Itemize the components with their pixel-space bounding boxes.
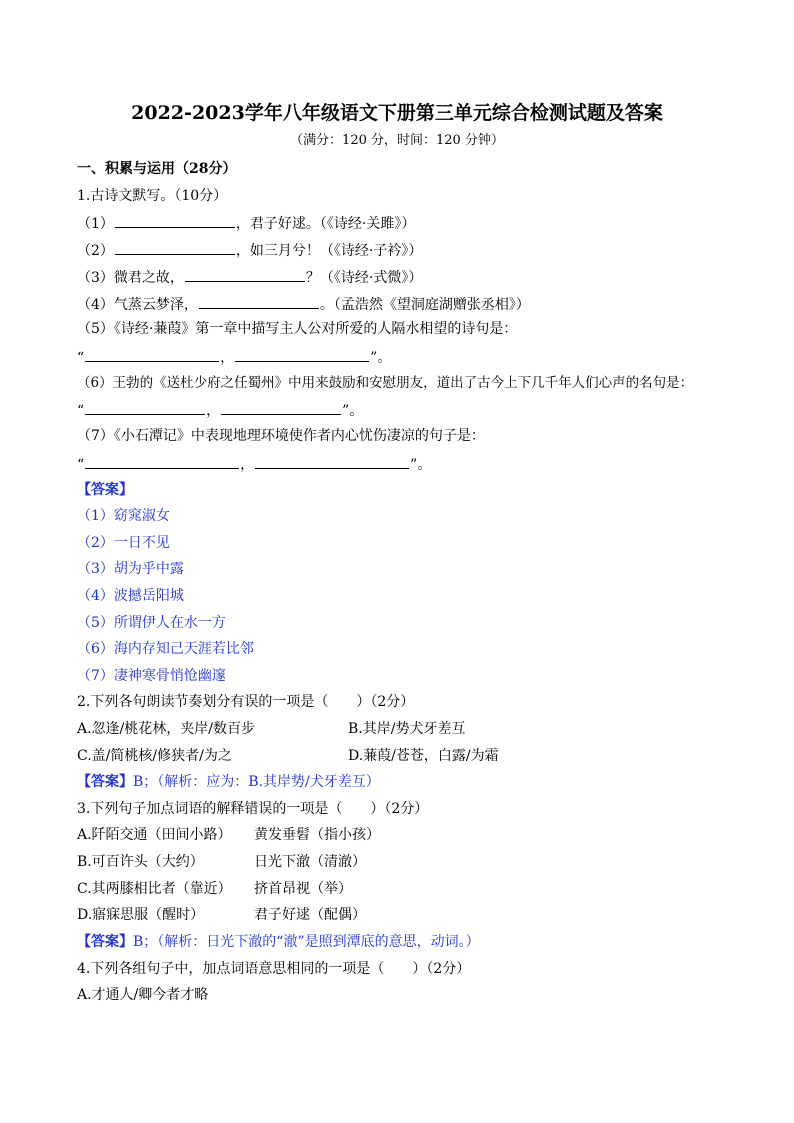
q3-row-a-right: 黄发垂髫（指小孩） [254,827,380,843]
q1-answer-4: （4）波撼岳阳城 [77,588,184,604]
blank-line [235,347,369,362]
q2-option-a: A.忽逢/桃花林，夹岸/数百步 [77,721,255,737]
blank-line [85,347,219,362]
blank-line [115,213,235,228]
blank-line [85,454,239,469]
q1-item-6: （6）王勃的《送杜少府之任蜀州》中用来鼓励和安慰朋友，道出了古今上下几千年人们心声的名句是： [77,375,694,391]
q1-answer-5: （5）所谓伊人在水一方 [77,615,226,631]
q1-item-2: （2） ，如三月兮！（《诗经·子衿》） [77,240,422,260]
q1-item-6-blanks: “ ， ”。 [77,400,363,420]
q3-row-d-left: D.寤寐思服（醒时） [77,907,205,923]
blank-line [85,400,205,415]
q3-row-b-left: B.可百许头（大约） [77,854,204,870]
question-2-stem: 2.下列各句朗读节奏划分有误的一项是（ ）（2分） [77,694,415,710]
q1-item-4: （4）气蒸云梦泽， 。（孟浩然《望洞庭湖赠张丞相》） [77,294,530,314]
answer-label: 【答案】 [77,482,133,498]
q2-option-d: D.蒹葭/苍苍，白露/为霜 [348,748,499,764]
q3-row-d-right: 君子好逑（配偶） [254,907,366,923]
page-subtitle: （满分：120 分，时间：120 分钟） [290,133,504,148]
section-heading: 一、积累与运用（28分） [77,161,237,177]
question-4-stem: 4.下列各组句子中，加点词语意思相同的一项是（ ）（2分） [77,961,471,977]
q1-answer-2: （2）一日不见 [77,535,170,551]
q3-row-c-right: 挤首昂视（举） [254,881,352,897]
q1-item-7-blanks: “ ， ”。 [77,454,431,474]
q1-answer-1: （1）窈窕淑女 [77,508,170,524]
q2-option-c: C.盖/简桃核/修狭者/为之 [77,748,232,764]
q2-option-b: B.其岸/势犬牙差互 [348,721,466,737]
q1-item-1: （1） ，君子好逑。（《诗经·关雎》） [77,213,415,233]
question-3-stem: 3.下列句子加点词语的解释错误的一项是（ ）（2分） [77,801,429,817]
q1-item-5: （5）《诗经·蒹葭》第一章中描写主人公对所爱的人隔水相望的诗句是： [77,321,518,337]
blank-line [199,294,319,309]
q2-answer: 【答案】B；（解析：应为：B.其岸势/犬牙差互） [77,774,380,790]
q3-row-a-left: A.阡陌交通（田间小路） [77,827,232,843]
q3-row-b-right: 日光下澈（清澈） [254,854,366,870]
question-1-stem: 1.古诗文默写。（10分） [77,188,228,204]
blank-line [255,454,409,469]
q1-item-3: （3）微君之故， ？（《诗经·式微》） [77,267,422,287]
q3-answer: 【答案】B；（解析：日光下澈的“澈”是照到潭底的意思，动词。） [77,934,480,950]
blank-line [185,267,305,282]
blank-line [115,240,235,255]
q3-row-c-left: C.其两膝相比者（靠近） [77,881,232,897]
q1-answer-6: （6）海内存知己天涯若比邻 [77,641,254,657]
q1-item-7: （7）《小石潭记》中表现地理环境使作者内心忧伤凄凉的句子是： [77,428,485,444]
blank-line [221,400,341,415]
q4-option-a: A.才通人/卿今者才略 [77,987,209,1003]
q1-answer-7: （7）凄神寒骨悄怆幽邃 [77,668,226,684]
page-title: 2022-2023学年八年级语文下册第三单元综合检测试题及答案 [131,102,663,124]
q1-answer-3: （3）胡为乎中露 [77,561,184,577]
q1-item-5-blanks: “ ， ”。 [77,347,391,367]
